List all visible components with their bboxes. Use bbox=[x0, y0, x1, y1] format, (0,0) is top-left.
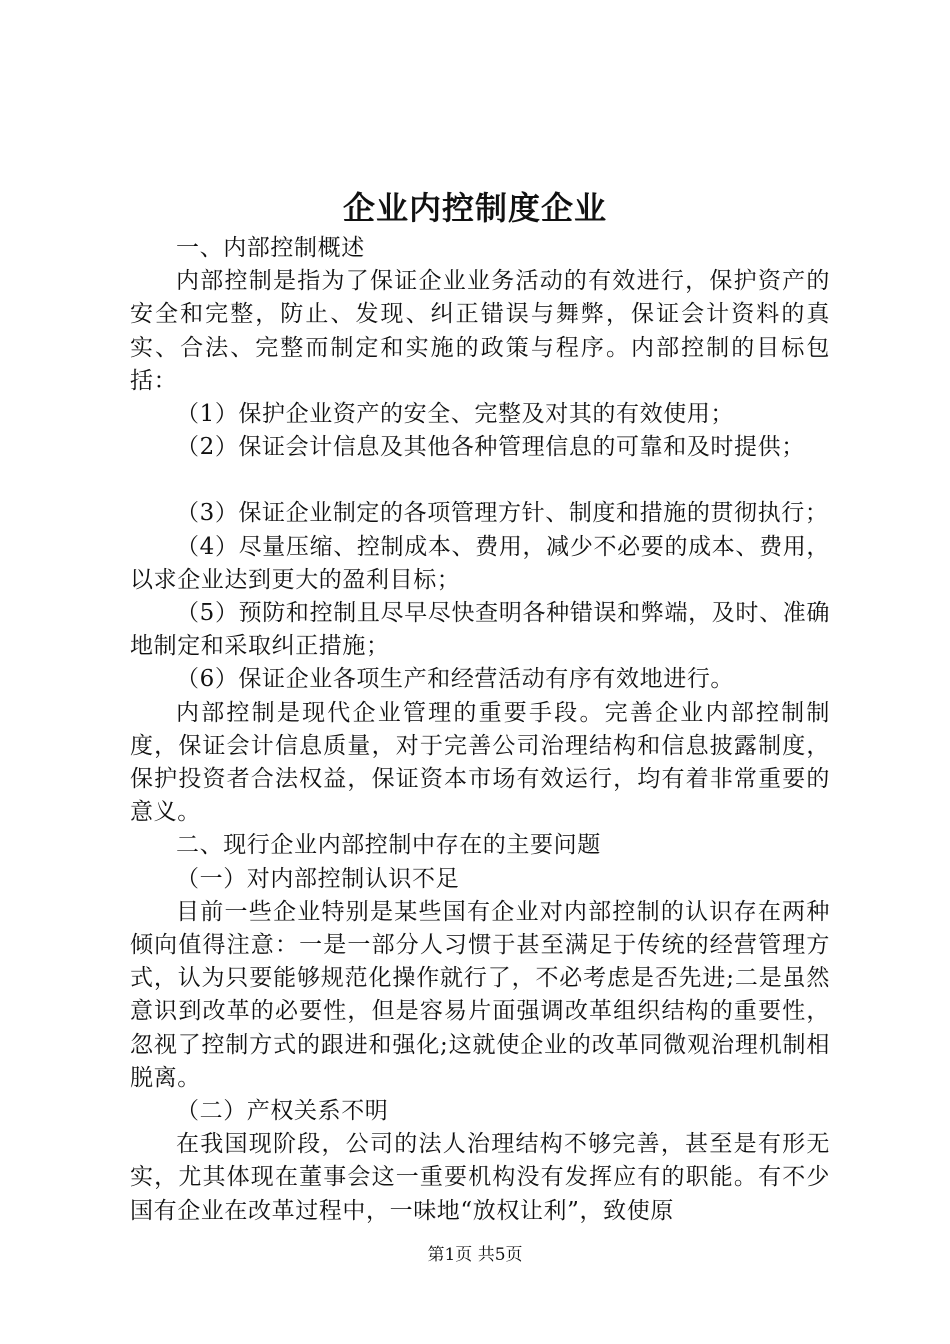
paragraph-definition: 内部控制是指为了保证企业业务活动的有效进行，保护资产的安全和完整，防止、发现、纠正错误与舞弊，保证会计资料的真实、合法、完整而制定和实施的政策与程序。内部控制的目标包括： bbox=[130, 268, 830, 394]
section-heading-1: 一、内部控制概述 bbox=[176, 235, 365, 261]
section-heading-2: 二、现行企业内部控制中存在的主要问题 bbox=[176, 832, 601, 859]
subsection-heading-2: （二）产权关系不明 bbox=[176, 1098, 389, 1125]
page-number-footer: 第1页 共5页 bbox=[427, 1245, 523, 1265]
paragraph-importance: 内部控制是现代企业管理的重要手段。完善企业内部控制制度，保证会计信息质量，对于完善公司治理结构和信息披露制度，保护投资者合法权益，保证资本市场有效运行，均有着非常重要的意义。 bbox=[130, 699, 830, 826]
list-item-3: （3）保证企业制定的各项管理方针、制度和措施的贯彻执行； bbox=[176, 500, 829, 527]
list-item-5: （5）预防和控制且尽早尽快查明各种错误和弊端，及时、准确地制定和采取纠正措施； bbox=[130, 600, 830, 660]
paragraph-awareness: 目前一些企业特别是某些国有企业对内部控制的认识存在两种倾向值得注意：一是一部分人习惯于甚至满足于传统的经营管理方式，认为只要能够规范化操作就行了，不必考虑是否先进;二是虽然意识到改革的必要性，但是容易片面强调改革组织结构的重要性，忽视了控制方式的跟进和强化;这就使企业的改革同微观治理机制相脱离。 bbox=[130, 898, 830, 1091]
paragraph-property-rights: 在我国现阶段，公司的法人治理结构不够完善，甚至是有形无实，尤其体现在董事会这一重要机构没有发挥应有的职能。有不少国有企业在改革过程中，一味地“放权让利”，致使原 bbox=[130, 1131, 830, 1224]
document-body bbox=[130, 232, 830, 1228]
subsection-heading-1: （一）对内部控制认识不足 bbox=[176, 865, 460, 892]
list-item-6: （6）保证企业各项生产和经营活动有序有效地进行。 bbox=[176, 666, 735, 693]
list-item-4: （4）尽量压缩、控制成本、费用，减少不必要的成本、费用，以求企业达到更大的盈利目标； bbox=[130, 533, 830, 593]
list-item-1: （1）保护企业资产的安全、完整及对其的有效使用； bbox=[176, 401, 735, 428]
list-item-2: （2）保证会计信息及其他各种管理信息的可靠和及时提供； bbox=[176, 434, 805, 461]
document-title: 企业内控制度企业 bbox=[342, 189, 607, 227]
